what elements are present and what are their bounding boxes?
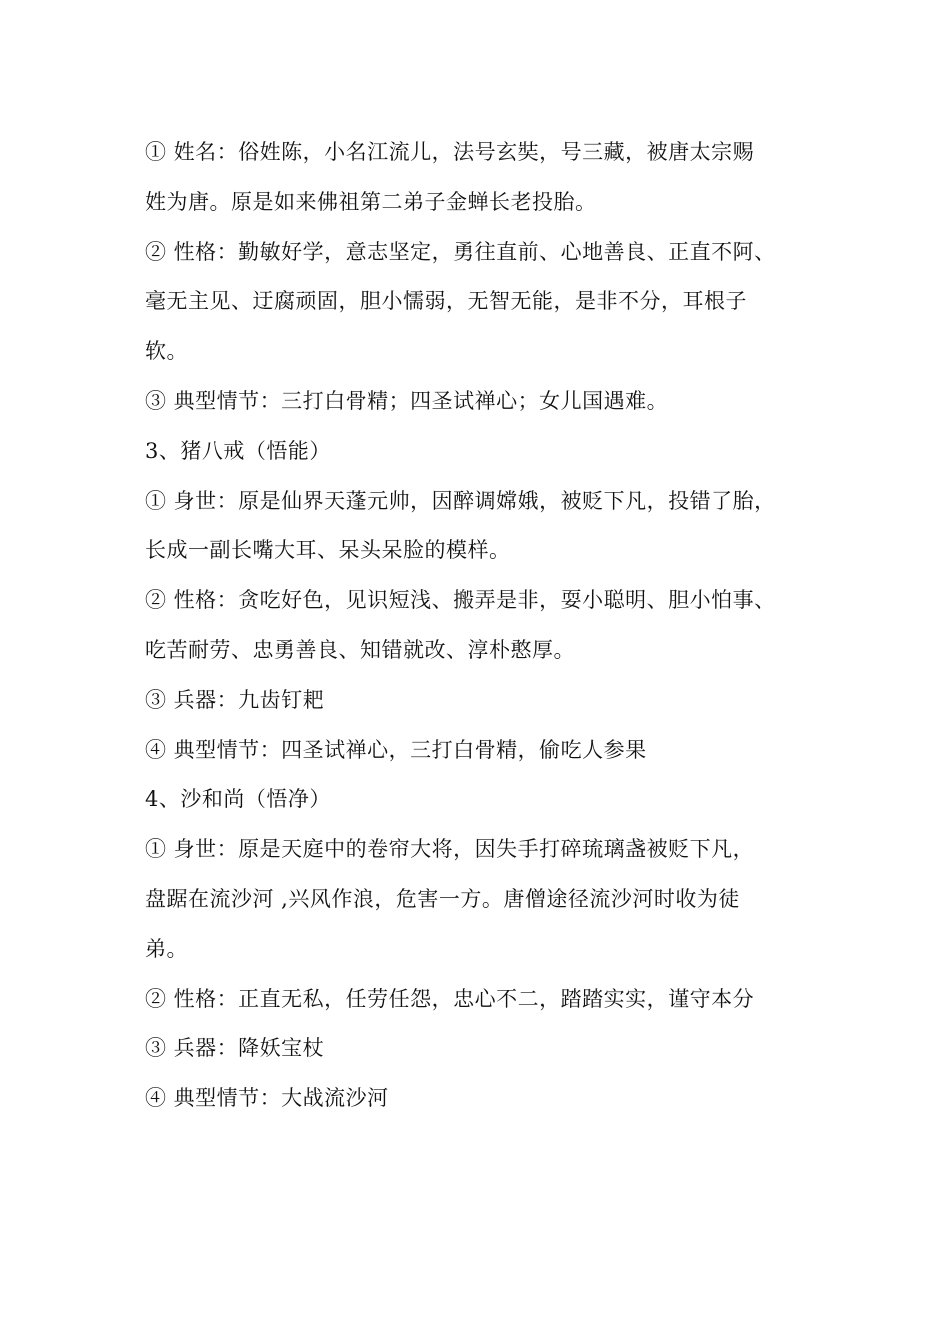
document-body	[145, 128, 835, 1124]
section-heading-sha-heshang: 4、沙和尚（悟净）	[145, 787, 331, 812]
text-line: ① 身世：原是仙界天蓬元帅，因醉调嫦娥，被贬下凡，投错了胎，	[145, 488, 776, 513]
text-line: 盘踞在流沙河 ,兴风作浪，危害一方。唐僧途径流沙河时收为徒	[145, 886, 740, 911]
text-line: 弟。	[145, 936, 188, 961]
text-line: ④ 典型情节：大战流沙河	[145, 1086, 389, 1111]
text-line: 软。	[145, 339, 188, 364]
text-line: 长成一副长嘴大耳、呆头呆脸的模样。	[145, 538, 511, 563]
text-line: 姓为唐。原是如来佛祖第二弟子金蝉长老投胎。	[145, 189, 597, 214]
text-line: ① 身世：原是天庭中的卷帘大将，因失手打碎琉璃盏被贬下凡，	[145, 837, 755, 862]
text-line: ② 性格：正直无私，任劳任怨，忠心不二，踏踏实实，谨守本分	[145, 986, 755, 1011]
text-line: ③ 兵器：九齿钉耙	[145, 687, 325, 712]
text-line: ③ 典型情节：三打白骨精；四圣试禅心；女儿国遇难。	[145, 388, 669, 413]
section-heading-zhu-bajie: 3、猪八戒（悟能）	[145, 438, 331, 463]
text-line: 吃苦耐劳、忠勇善良、知错就改、淳朴憨厚。	[145, 637, 575, 662]
text-line: ③ 兵器：降妖宝杖	[145, 1036, 325, 1061]
text-line: ④ 典型情节：四圣试禅心，三打白骨精，偷吃人参果	[145, 737, 647, 762]
text-line: ② 性格：勤敏好学，意志坚定，勇往直前、心地善良、正直不阿、	[145, 239, 776, 264]
text-line: ② 性格：贪吃好色，见识短浅、搬弄是非，耍小聪明、胆小怕事、	[145, 588, 776, 613]
text-line: ① 姓名：俗姓陈，小名江流儿，法号玄奘，号三藏，被唐太宗赐	[145, 140, 755, 164]
text-line: 毫无主见、迂腐顽固，胆小懦弱，无智无能，是非不分，耳根子	[145, 289, 747, 314]
